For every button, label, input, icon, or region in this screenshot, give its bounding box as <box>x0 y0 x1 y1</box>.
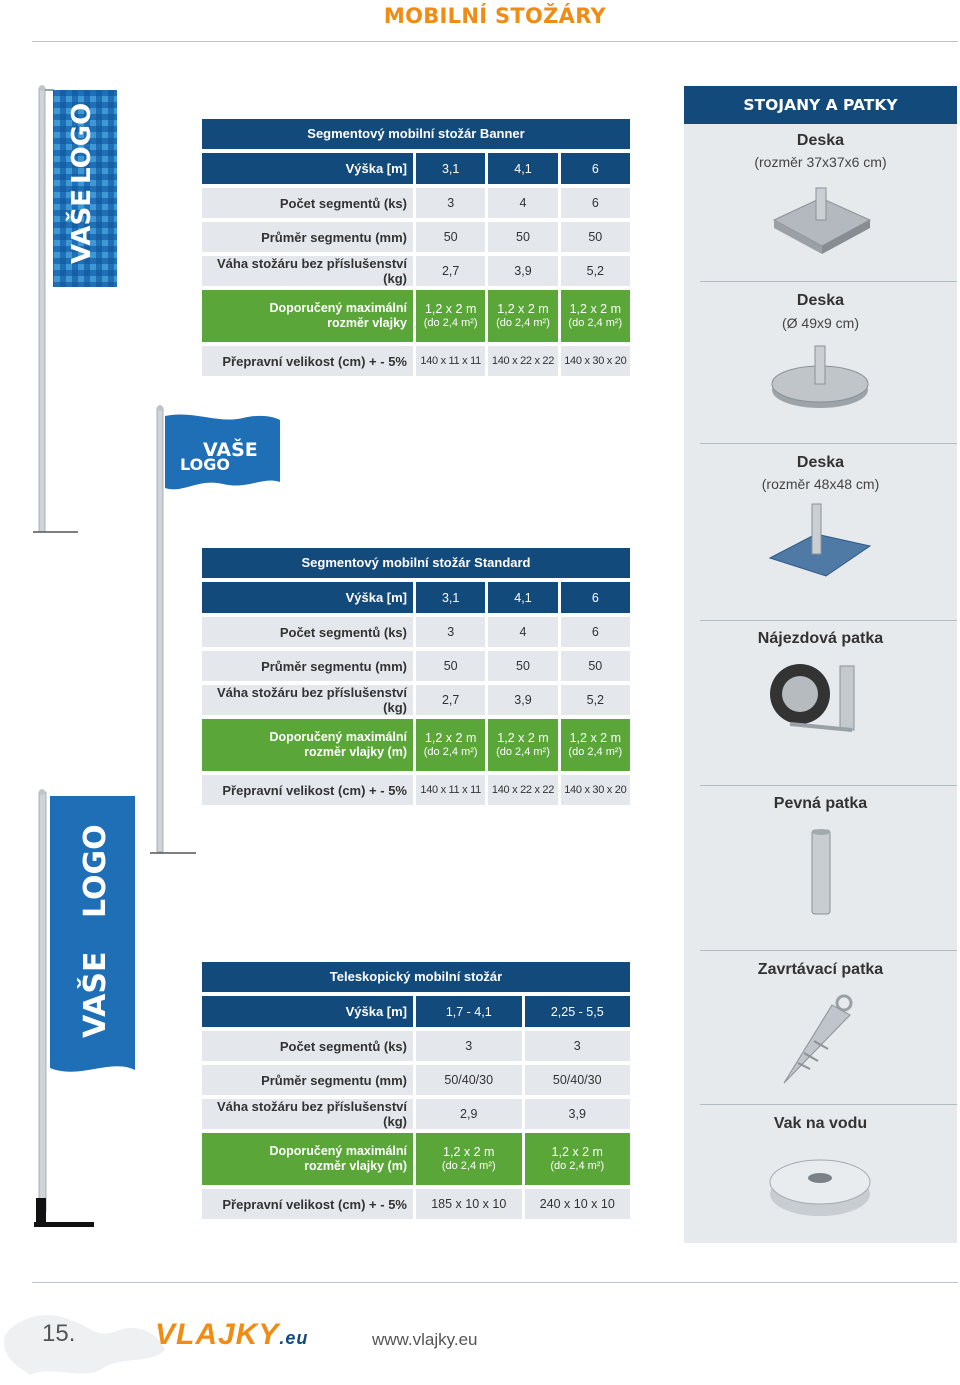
flag-area: (do 2,4 m²) <box>496 746 550 758</box>
cell: 140 x 11 x 11 <box>416 346 485 376</box>
cell: 140 x 30 x 20 <box>561 775 630 805</box>
row-label <box>202 1133 413 1185</box>
cell <box>488 290 557 342</box>
cell: 3 <box>416 188 485 218</box>
round-base-image <box>768 342 874 414</box>
telescopic-spec-table <box>202 962 630 1219</box>
row-label: Váha stožáru bez příslušenství (kg) <box>202 256 413 286</box>
cell <box>416 1133 522 1185</box>
standard-flag-text: VAŠE <box>203 439 258 461</box>
table-row-diameter <box>202 651 630 681</box>
banner-flag-illustration <box>30 84 130 536</box>
row-label: Přepravní velikost (cm) + - 5% <box>202 1189 413 1219</box>
banner-flag-text: VAŠE <box>67 189 97 264</box>
cell: 185 x 10 x 10 <box>416 1189 522 1219</box>
row-label: Výška [m] <box>202 582 413 613</box>
cell: 50 <box>416 222 485 252</box>
flag-size: 1,2 x 2 m <box>443 1145 495 1159</box>
table-row-flag-size <box>202 290 630 342</box>
cell: 140 x 11 x 11 <box>416 775 485 805</box>
table-row-weight <box>202 1099 630 1129</box>
cell: 3 <box>416 1031 522 1061</box>
divider <box>700 620 957 621</box>
row-label-line-1: Doporučený maximální <box>269 301 407 315</box>
stand-title: Deska <box>796 454 845 471</box>
cell: 5,2 <box>561 685 630 715</box>
cell <box>416 290 485 342</box>
row-label: Průměr segmentu (mm) <box>202 222 413 252</box>
stand-subtitle: (Ø 49x9 cm) <box>781 315 859 331</box>
flag-size: 1,2 x 2 m <box>424 731 477 745</box>
table-row-transport <box>202 346 630 376</box>
table-row-diameter <box>202 1065 630 1095</box>
flag-area: (do 2,4 m²) <box>550 1160 605 1172</box>
row-label: Přepravní velikost (cm) + - 5% <box>202 346 413 376</box>
cell: 50/40/30 <box>416 1065 522 1095</box>
table-row-diameter <box>202 222 630 252</box>
cell: 2,7 <box>416 685 485 715</box>
row-label: Průměr segmentu (mm) <box>202 651 413 681</box>
cell <box>416 719 485 771</box>
cell: 3,1 <box>416 153 485 184</box>
cell <box>561 719 630 771</box>
stand-title: Nájezdová patka <box>757 630 884 647</box>
cell: 3,9 <box>488 685 557 715</box>
table-row-height <box>202 582 630 613</box>
flag-size: 1,2 x 2 m <box>424 302 477 316</box>
row-label: Výška [m] <box>202 153 413 184</box>
flag-size: 1,2 x 2 m <box>497 302 549 316</box>
screw-in-base-image <box>774 991 864 1086</box>
cell: 4,1 <box>488 582 557 613</box>
cell <box>561 290 630 342</box>
table-title: Segmentový mobilní stožár Banner <box>202 119 630 149</box>
flag-area: (do 2,4 m²) <box>423 746 478 758</box>
cell: 50/40/30 <box>525 1065 631 1095</box>
table-row-transport <box>202 1189 630 1219</box>
cell: 5,2 <box>561 256 630 286</box>
table-row-weight <box>202 256 630 286</box>
cell: 50 <box>561 651 630 681</box>
row-label: Počet segmentů (ks) <box>202 617 413 647</box>
table-title: Segmentový mobilní stožár Standard <box>202 548 630 578</box>
stands-panel <box>684 86 957 1243</box>
flag-size: 1,2 x 2 m <box>569 731 622 745</box>
drive-on-base-image <box>770 664 870 734</box>
table-row-height <box>202 996 630 1027</box>
stand-title: Vak na vodu <box>773 1115 868 1132</box>
brand-name: VLAJKY <box>155 1318 280 1351</box>
telescopic-flag-text-2: LOGO <box>78 824 113 918</box>
banner-spec-table <box>202 119 630 376</box>
table-row-flag-size <box>202 1133 630 1185</box>
table-title: Teleskopický mobilní stožár <box>202 962 630 992</box>
cell: 4,1 <box>488 153 557 184</box>
stand-title: Zavrtávací patka <box>757 961 884 978</box>
metal-plate-base-image <box>766 500 876 580</box>
row-label <box>202 719 413 771</box>
standard-flag-text-2: LOGO <box>180 455 230 474</box>
footer-divider <box>32 1282 958 1283</box>
flag-size: 1,2 x 2 m <box>569 302 622 316</box>
stand-subtitle: (rozměr 37x37x6 cm) <box>754 154 887 170</box>
cell: 140 x 22 x 22 <box>488 775 557 805</box>
website-url[interactable]: www.vlajky.eu <box>372 1330 478 1349</box>
flag-area: (do 2,4 m²) <box>423 317 478 329</box>
fixed-ground-sleeve-image <box>806 826 836 918</box>
stand-title: Deska <box>796 132 845 149</box>
flag-size: 1,2 x 2 m <box>551 1145 603 1159</box>
telescopic-flag-illustration <box>30 788 140 1232</box>
cell: 3,9 <box>525 1099 631 1129</box>
flag-area: (do 2,4 m²) <box>568 317 623 329</box>
table-row-segments <box>202 617 630 647</box>
cell: 3 <box>416 617 485 647</box>
cell: 3,1 <box>416 582 485 613</box>
cell: 140 x 22 x 22 <box>488 346 557 376</box>
flag-area: (do 2,4 m²) <box>568 746 623 758</box>
world-map-graphic <box>0 1295 170 1385</box>
flag-size: 1,2 x 2 m <box>497 731 549 745</box>
row-label-line-1: Doporučený maximální <box>269 1144 407 1158</box>
cell: 6 <box>561 153 630 184</box>
cell: 50 <box>488 651 557 681</box>
row-label: Výška [m] <box>202 996 413 1027</box>
cell: 6 <box>561 617 630 647</box>
stand-subtitle: (rozměr 48x48 cm) <box>761 476 880 492</box>
cell: 3,9 <box>488 256 557 286</box>
row-label-line-2: rozměr vlajky (m) <box>304 1159 407 1173</box>
divider <box>700 1104 957 1105</box>
row-label-line-2: rozměr vlajky (m) <box>304 745 407 759</box>
divider <box>700 950 957 951</box>
row-label: Váha stožáru bez příslušenství (kg) <box>202 685 413 715</box>
table-row-weight <box>202 685 630 715</box>
cell <box>488 719 557 771</box>
cell: 2,7 <box>416 256 485 286</box>
cell: 4 <box>488 617 557 647</box>
row-label: Váha stožáru bez příslušenství (kg) <box>202 1099 413 1129</box>
cell: 4 <box>488 188 557 218</box>
row-label: Počet segmentů (ks) <box>202 1031 413 1061</box>
flag-area: (do 2,4 m²) <box>496 317 550 329</box>
cell: 2,9 <box>416 1099 522 1129</box>
stands-panel-header: STOJANY A PATKY <box>684 86 957 124</box>
standard-spec-table <box>202 548 630 805</box>
cell: 240 x 10 x 10 <box>525 1189 631 1219</box>
row-label: Průměr segmentu (mm) <box>202 1065 413 1095</box>
row-label <box>202 290 413 342</box>
table-row-height <box>202 153 630 184</box>
table-row-flag-size <box>202 719 630 771</box>
cell: 1,7 - 4,1 <box>416 996 522 1027</box>
brand-logo <box>155 1318 308 1352</box>
divider <box>700 281 957 282</box>
cell: 2,25 - 5,5 <box>525 996 631 1027</box>
banner-flag-text-2: LOGO <box>67 102 97 184</box>
stand-title: Deska <box>796 292 845 309</box>
page-number: 15. <box>42 1320 76 1347</box>
table-row-segments <box>202 1031 630 1061</box>
divider <box>700 443 957 444</box>
page-title: MOBILNÍ STOŽÁRY <box>383 4 607 28</box>
cell: 50 <box>416 651 485 681</box>
water-bag-base-image <box>768 1148 874 1220</box>
brand-tld: .eu <box>279 1328 309 1348</box>
stand-title: Pevná patka <box>773 795 868 812</box>
cell: 140 x 30 x 20 <box>561 346 630 376</box>
flag-area: (do 2,4 m²) <box>441 1160 496 1172</box>
telescopic-flag-text: VAŠE <box>78 951 113 1038</box>
table-row-segments <box>202 188 630 218</box>
square-base-image <box>766 180 876 260</box>
cell: 50 <box>561 222 630 252</box>
cell: 3 <box>525 1031 631 1061</box>
row-label: Přepravní velikost (cm) + - 5% <box>202 775 413 805</box>
row-label-line-2: rozměr vlajky <box>327 316 407 330</box>
row-label: Počet segmentů (ks) <box>202 188 413 218</box>
header-divider <box>32 41 958 42</box>
divider <box>700 785 957 786</box>
row-label-line-1: Doporučený maximální <box>269 730 407 744</box>
cell <box>525 1133 631 1185</box>
table-row-transport <box>202 775 630 805</box>
cell: 6 <box>561 582 630 613</box>
cell: 6 <box>561 188 630 218</box>
cell: 50 <box>488 222 557 252</box>
